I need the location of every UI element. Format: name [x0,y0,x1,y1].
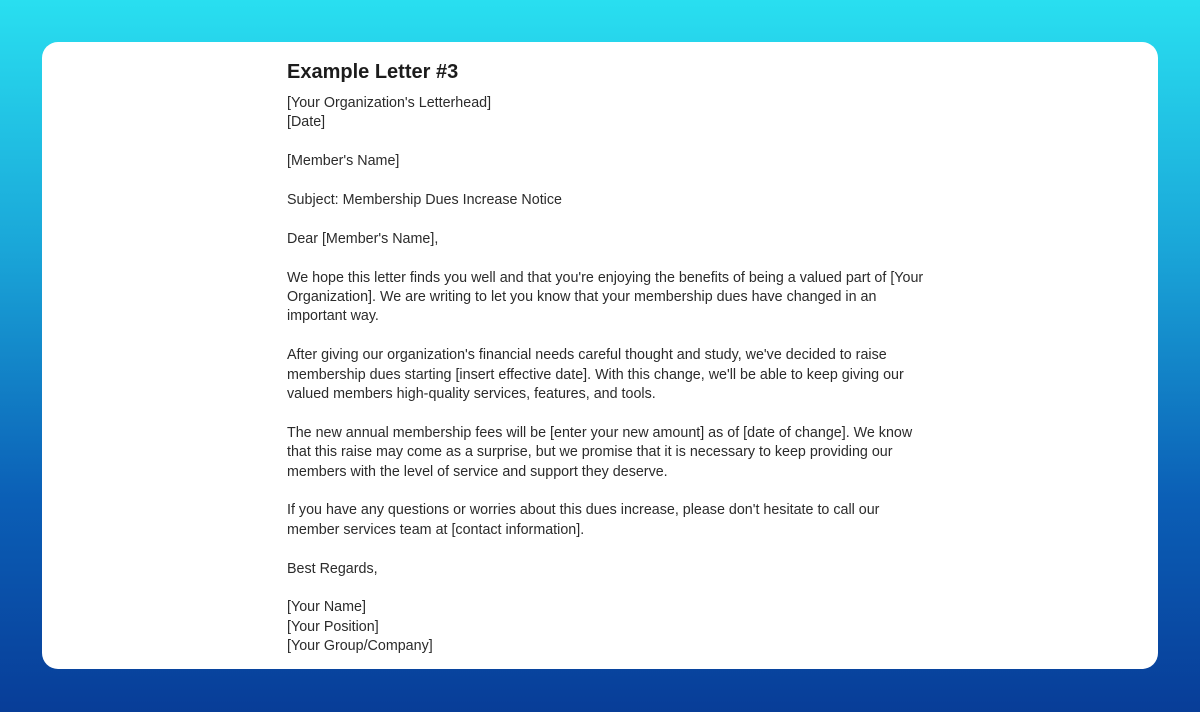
letter-body [287,59,927,657]
letter-card [42,42,1158,669]
salutation-line: Dear [Member's Name], [287,230,439,247]
body-paragraph-2: After giving our organization's financial needs careful thought and study, we've decided to raise membership dues starting [insert effective date]. With this change, we'll be able to keep giving our valued members high-quality services, features, and tools. [287,347,904,403]
signature-position: [Your Position] [287,618,379,635]
letterhead-block [287,94,927,133]
letter-title: Example Letter #3 [287,61,459,83]
subject-line: Subject: Membership Dues Increase Notice [287,192,562,208]
closing-line: Best Regards, [287,560,378,577]
recipient-line: [Member's Name] [287,153,400,170]
letterhead-line: [Your Organization's Letterhead] [287,95,492,111]
body-paragraph-3: The new annual membership fees will be [enter your new amount] as of [date of change]. We know that this raise may come as a surprise, but we promise that it is necessary to keep providing our members with the level of service and support they deserve. [287,424,913,480]
body-paragraph-1: We hope this letter finds you well and that you're enjoying the benefits of being a valued part of [Your Organization]. We are writing to let you know that your membership dues have changed in an important way. [287,269,924,325]
signature-company: [Your Group/Company] [287,638,433,655]
signature-block [287,598,927,656]
date-line: [Date] [287,114,326,131]
signature-name: [Your Name] [287,599,366,616]
body-paragraph-4: If you have any questions or worries about this dues increase, please don't hesitate to call our member services team at [contact information]. [287,502,880,538]
